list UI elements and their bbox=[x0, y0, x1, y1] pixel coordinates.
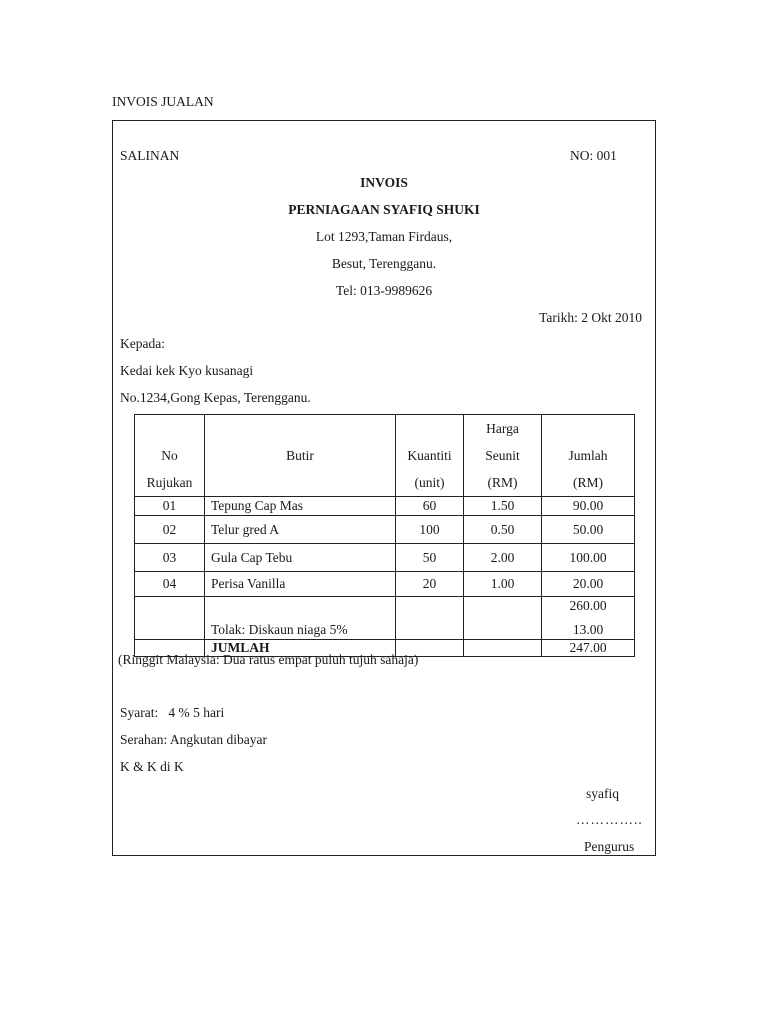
document-label: INVOIS JUALAN bbox=[112, 94, 214, 109]
table-row bbox=[135, 572, 635, 597]
company-phone: Tel: 013-9989626 bbox=[335, 283, 433, 298]
row-ref: 03 bbox=[135, 544, 205, 572]
row-item: Perisa Vanilla bbox=[205, 572, 396, 597]
copy-label: SALINAN bbox=[120, 148, 180, 163]
delivery-terms: Serahan: Angkutan dibayar bbox=[120, 732, 267, 747]
terms: Syarat: 4 % 5 hari bbox=[120, 705, 225, 720]
row-total: 100.00 bbox=[542, 544, 635, 572]
company-name: PERNIAGAAN SYAFIQ SHUKI bbox=[288, 202, 480, 217]
header-price: Harga Seunit (RM) bbox=[464, 415, 542, 497]
table-row bbox=[135, 497, 635, 516]
row-price: 2.00 bbox=[464, 544, 542, 572]
row-qty: 20 bbox=[396, 572, 464, 597]
discount-label: Tolak: Diskaun niaga 5% bbox=[205, 597, 396, 640]
table-header-row bbox=[135, 415, 635, 497]
row-ref: 02 bbox=[135, 516, 205, 544]
amount-in-words: (Ringgit Malaysia: Dua ratus empat puluh tujuh sahaja) bbox=[118, 652, 419, 667]
company-address-line1: Lot 1293,Taman Firdaus, bbox=[315, 229, 453, 244]
table-row bbox=[135, 516, 635, 544]
header-qty: Kuantiti (unit) bbox=[396, 415, 464, 497]
discount-row bbox=[135, 597, 635, 640]
row-item: Tepung Cap Mas bbox=[205, 497, 396, 516]
table-row bbox=[135, 544, 635, 572]
recipient-address: No.1234,Gong Kepas, Terengganu. bbox=[120, 390, 311, 405]
recipient-name: Kedai kek Kyo kusanagi bbox=[120, 363, 254, 378]
header-item: Butir bbox=[205, 415, 396, 497]
row-price: 0.50 bbox=[464, 516, 542, 544]
row-price: 1.50 bbox=[464, 497, 542, 516]
recipient-label: Kepada: bbox=[120, 336, 165, 351]
row-qty: 50 bbox=[396, 544, 464, 572]
invoice-date: Tarikh: 2 Okt 2010 bbox=[539, 310, 642, 325]
row-qty: 60 bbox=[396, 497, 464, 516]
subtotal-value: 260.00 bbox=[569, 598, 607, 613]
signature-line: ………….. bbox=[576, 812, 643, 827]
row-item: Telur gred A bbox=[205, 516, 396, 544]
invoice-number: NO: 001 bbox=[570, 148, 617, 163]
grand-total-value: 247.00 bbox=[542, 640, 635, 657]
kk-terms: K & K di K bbox=[120, 759, 184, 774]
row-total: 50.00 bbox=[542, 516, 635, 544]
row-ref: 01 bbox=[135, 497, 205, 516]
row-total: 20.00 bbox=[542, 572, 635, 597]
grand-total-label: JUMLAH bbox=[205, 640, 396, 657]
row-qty: 100 bbox=[396, 516, 464, 544]
company-address-line2: Besut, Terengganu. bbox=[331, 256, 437, 271]
row-ref: 04 bbox=[135, 572, 205, 597]
row-price: 1.00 bbox=[464, 572, 542, 597]
signatory-title: Pengurus bbox=[584, 839, 635, 854]
subtotal-and-discount bbox=[542, 597, 635, 640]
items-table bbox=[134, 414, 635, 657]
row-total: 90.00 bbox=[542, 497, 635, 516]
row-item: Gula Cap Tebu bbox=[205, 544, 396, 572]
header-ref: No Rujukan bbox=[135, 415, 205, 497]
header-total: Jumlah (RM) bbox=[542, 415, 635, 497]
discount-value: 13.00 bbox=[572, 622, 604, 637]
signature: syafiq bbox=[586, 786, 619, 801]
invoice-title: INVOIS bbox=[360, 175, 408, 190]
